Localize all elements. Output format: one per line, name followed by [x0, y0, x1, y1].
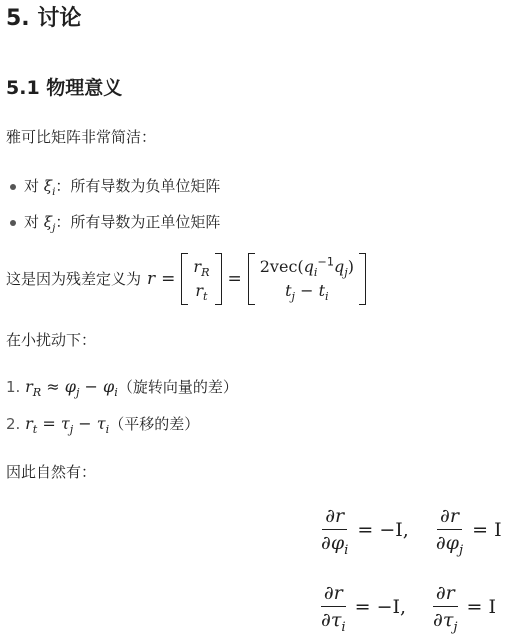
- intro-text: 雅可比矩阵非常简洁：: [6, 128, 157, 146]
- xi-symbol: $\xi_j$: [43, 213, 56, 234]
- residual-symbol: r: [147, 269, 156, 289]
- perturbation-text: 在小扰动下：: [6, 331, 97, 349]
- subsection-heading: 5.1 物理意义: [6, 77, 123, 99]
- residual-definition: 这是因为残差定义为 r = $r_R$ $r_t$ = $2vec(q_i^{-1}q_j)$ $t_j - t_i$: [6, 250, 366, 308]
- conclusion-text: 因此自然有：: [6, 463, 97, 481]
- xi-symbol: $\xi_i$: [43, 177, 56, 198]
- derivative-equation-rotation: $\frac{\partial r}{\partial\varphi_i}$ = −I, $\frac{\partial r}{\partial\varphi_j}$ = I: [321, 505, 502, 558]
- bullet-item: 对 $\xi_i$：所有导数为负单位矩阵: [24, 177, 221, 198]
- residual-vector-right: $2vec(q_i^{-1}q_j)$ $t_j - t_i$: [248, 253, 366, 305]
- bullet-dot: [10, 184, 16, 190]
- bullet-dot: [10, 220, 16, 226]
- bullet-item: 对 $\xi_j$：所有导数为正单位矩阵: [24, 213, 221, 234]
- derivative-equation-translation: $\frac{\partial r}{\partial\tau_i}$ = −I, $\frac{\partial r}{\partial\tau_j}$ = I: [321, 582, 496, 635]
- section-heading: 5. 讨论: [6, 6, 82, 31]
- list-item: 2. $r_t = \tau_j - \tau_i$（平移的差）: [6, 414, 200, 437]
- residual-vector-left: $r_R$ $r_t$: [181, 253, 221, 305]
- list-item: 1. $r_R \approx \varphi_j - \varphi_i$（旋转向量的差）: [6, 377, 238, 400]
